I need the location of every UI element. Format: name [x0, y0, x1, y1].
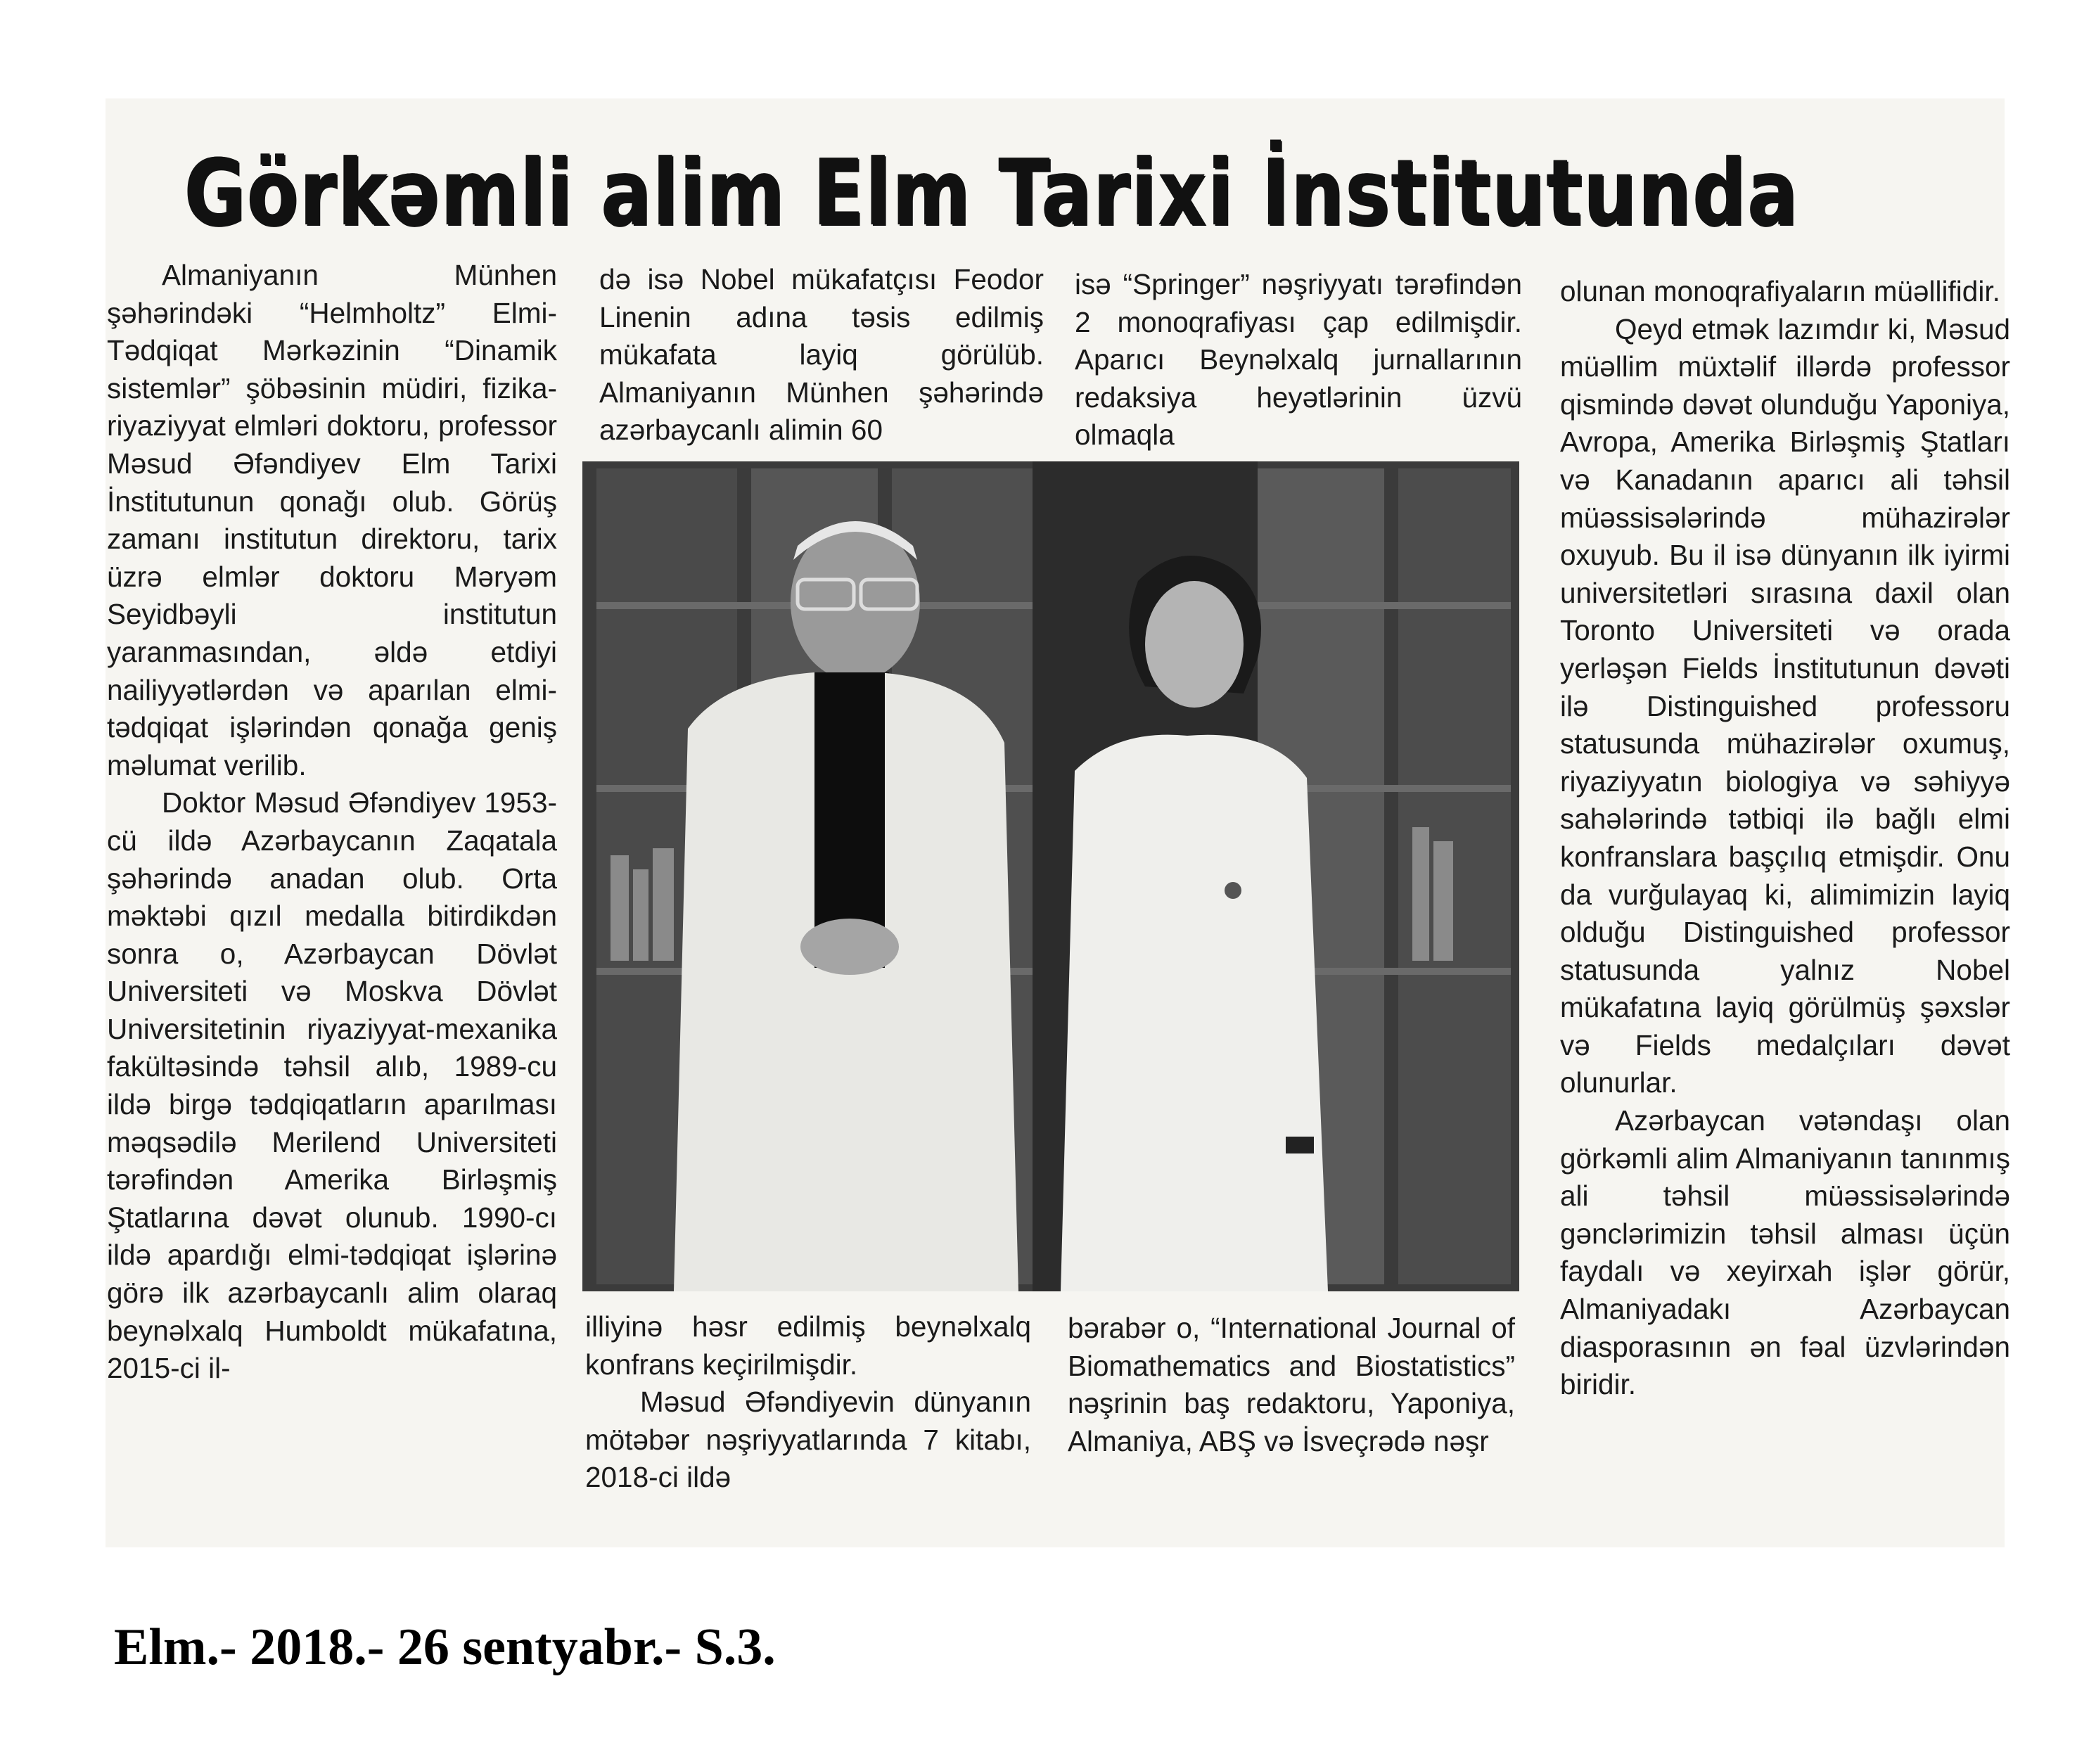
paragraph: Azərbaycan vətəndaşı olan görkəmli alim Almaniyanın tanınmış ali təhsil müəssisələrində gənclərimizin təhsil alması üçün faydalı və xeyirxah işlər görür, Almaniyadakı Azərbaycan diasporasının ən fəal üzvlərindən biridir. [1560, 1104, 2010, 1401]
paragraph: Doktor Məsud Əfəndiyev 1953-cü ildə Azərbaycanın Zaqatala şəhərində anadan olub. Orta məktəbi qızıl medalla bitirdikdən sonra o, Azərbaycan Dövlət Universiteti və Moskva Dövlət Universitetinin riyaziyyat-mexanika fakültəsində təhsil alıb, 1989-cu ildə birgə tədqiqatların aparılması məqsədilə Merilend Universiteti tərəfindən Amerika Birləşmiş Ştatlarına dəvət olunub. 1990-cı ildə apardığı elmi-tədqiqat işlərinə görə ilk azərbaycanlı alim olaraq beynəlxalq Humboldt mükafatına, 2015-ci il- [107, 786, 557, 1385]
article-photo [582, 461, 1519, 1291]
article-column-4 [1560, 273, 2010, 1404]
paragraph: Almaniyanın Münhen şəhərindəki “Helmholtz” Elmi-Tədqiqat Mərkəzinin “Dinamik sistemlər” şöbəsinin müdiri, fizika-riyaziyyat elmləri doktoru, professor Məsud Əfəndiyev Elm Tarixi İnstitutunun qonağı olub. Görüş zamanı institutun direktoru, tarix üzrə elmlər doktoru Məryəm Seyidbəyli institutun yaranmasından, əldə etdiyi nailiyyətlərdən və aparılan elmi-tədqiqat işlərindən qonağa geniş məlumat verilib. [107, 259, 557, 781]
paragraph: Məsud Əfəndiyevin dünyanın mötəbər nəşriyyatlarında 7 kitabı, 2018-ci ildə [585, 1386, 1031, 1494]
photo-illustration [582, 461, 1519, 1291]
paragraph: isə “Springer” nəşriyyatı tərəfindən 2 monoqrafiyası çap edilmişdir. Aparıcı Beynəlxalq jurnallarının redaksiya heyətlərinin üzvü olmaqla [1075, 268, 1522, 452]
paragraph: illiyinə həsr edilmiş beynəlxalq konfrans keçirilmişdir. [585, 1310, 1031, 1381]
paragraph: bərabər o, “International Journal of Biomathematics and Biostatistics” nəşrinin baş redaktoru, Yaponiya, Almaniya, ABŞ və İsveçrədə nəşr [1068, 1312, 1515, 1457]
article-column-2-bottom [585, 1308, 1031, 1497]
article-column-3-bottom [1068, 1310, 1515, 1460]
article-column-3-top [1075, 266, 1522, 454]
article-headline: Görkəmli alim Elm Tarixi İnstitutunda [184, 139, 1799, 246]
paragraph: olunan monoqrafiyaların müəllifidir. [1560, 275, 2000, 307]
article-column-2-top [599, 261, 1044, 449]
source-citation: Elm.- 2018.- 26 sentyabr.- S.3. [114, 1618, 776, 1676]
article-column-1 [107, 257, 557, 1388]
paragraph: də isə Nobel mükafatçısı Feodor Linenin adına təsis edilmiş mükafata layiq görülüb. Almaniyanın Münhen şəhərində azərbaycanlı alimin 60 [599, 263, 1044, 447]
paragraph: Qeyd etmək lazımdır ki, Məsud müəllim müxtəlif illərdə professor qismində dəvət olunduğu Yaponiya, Avropa, Amerika Birləşmiş Ştatları və Kanadanın aparıcı ali təhsil müəssisələrində mühazirələr oxuyub. Bu il isə dünyanın ilk iyirmi universitetləri sırasına daxil olan Toronto Universiteti və orada yerləşən Fields İnstitutunun dəvəti ilə Distinguished professoru statusunda mühazirələr oxumuş, riyaziyyatın biologiya və səhiyyə sahələrində tətbiqi ilə bağlı elmi konfranslara başçılıq etmişdir. Onu da vurğulayaq ki, alimimizin layiq olduğu Distinguished professor statusunda yalnız Nobel mükafatına layiq görülmüş şəxslər və Fields medalçıları dəvət olunurlar. [1560, 312, 2010, 1099]
